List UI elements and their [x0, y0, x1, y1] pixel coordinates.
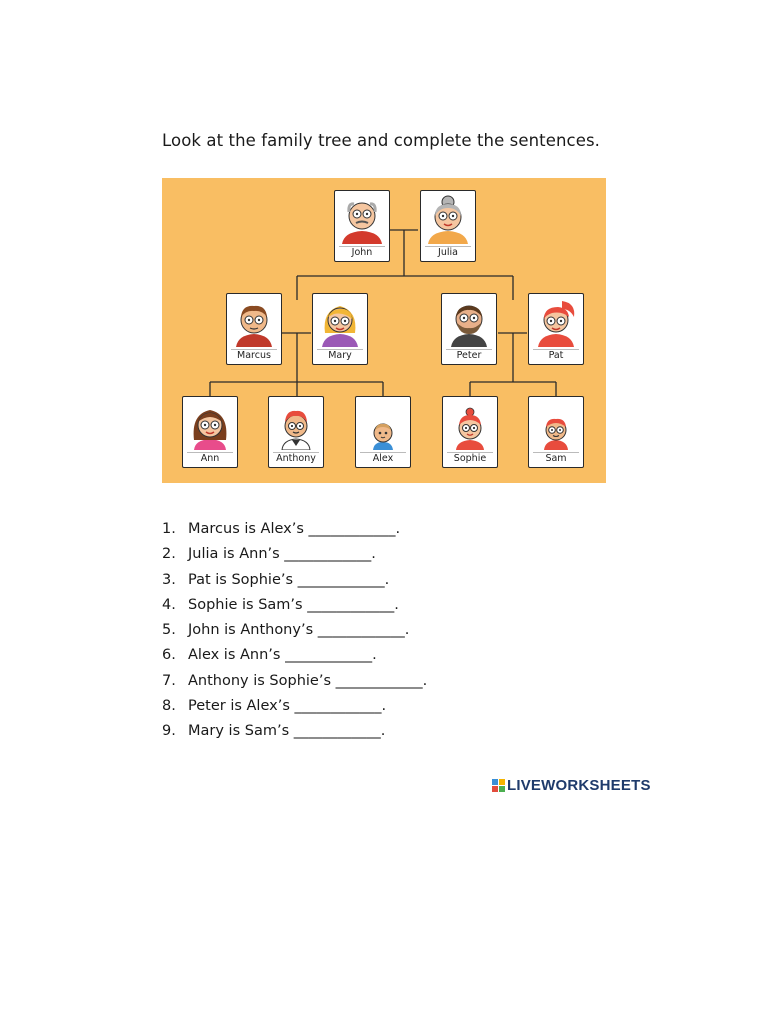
family-tree: [162, 178, 606, 483]
member-card-alex: [355, 396, 411, 468]
liveworksheets-mark-icon: [492, 779, 505, 792]
question-item: [162, 546, 427, 571]
question-item: [162, 622, 427, 647]
question-number: 3.: [162, 571, 176, 588]
member-name: Julia: [438, 247, 458, 258]
question-item: [162, 597, 427, 622]
question-number: 6.: [162, 647, 176, 664]
bearded-man-face-icon: [445, 297, 493, 347]
question-number: 1.: [162, 521, 176, 537]
question-item: [162, 723, 427, 748]
question-text: Alex is Ann’s ____________.: [188, 647, 377, 664]
question-text: John is Anthony’s ____________.: [188, 622, 410, 639]
toddler-face-icon: [532, 400, 580, 450]
baby-face-icon: [359, 400, 407, 450]
question-item: [162, 521, 427, 546]
member-card-sam: [528, 396, 584, 468]
logo-text: LIVEWORKSHEETS: [507, 777, 651, 794]
question-item: [162, 572, 427, 597]
member-card-anthony: [268, 396, 324, 468]
member-card-julia: [420, 190, 476, 262]
member-card-sophie: [442, 396, 498, 468]
woman-face-icon: [316, 297, 364, 347]
instruction-heading: Look at the family tree and complete the sentences.: [162, 131, 601, 150]
member-card-pat: [528, 293, 584, 365]
member-name: Marcus: [237, 350, 271, 361]
question-number: 5.: [162, 622, 176, 639]
member-card-john: [334, 190, 390, 262]
question-number: 9.: [162, 723, 176, 740]
member-name: Pat: [548, 350, 564, 361]
question-number: 8.: [162, 698, 176, 715]
question-item: [162, 647, 427, 672]
boy-face-icon: [272, 400, 320, 450]
member-name: Mary: [328, 350, 352, 361]
question-text: Pat is Sophie’s ____________.: [188, 571, 390, 588]
member-card-ann: [182, 396, 238, 468]
grandma-face-icon: [424, 194, 472, 244]
member-name: Ann: [200, 453, 220, 464]
member-name: Peter: [456, 350, 482, 361]
question-list: [162, 521, 427, 749]
member-card-marcus: [226, 293, 282, 365]
member-name: Sophie: [453, 453, 487, 464]
member-card-peter: [441, 293, 497, 365]
question-item: [162, 698, 427, 723]
member-card-mary: [312, 293, 368, 365]
question-text: Mary is Sam’s ____________.: [188, 723, 386, 740]
girl-face-icon: [186, 400, 234, 450]
question-text: Anthony is Sophie’s ____________.: [188, 672, 428, 689]
question-text: Sophie is Sam’s ____________.: [188, 596, 399, 613]
question-number: 2.: [162, 546, 176, 563]
question-number: 4.: [162, 596, 176, 613]
member-name: Alex: [372, 453, 394, 464]
member-name: John: [351, 247, 373, 258]
member-name: Sam: [545, 453, 567, 464]
question-item: [162, 673, 427, 698]
question-text: Julia is Ann’s ____________.: [188, 546, 376, 563]
question-number: 7.: [162, 672, 176, 689]
little-girl-face-icon: [446, 400, 494, 450]
question-text: Peter is Alex’s ____________.: [188, 698, 387, 715]
question-text: Marcus is Alex’s ____________.: [188, 521, 401, 537]
member-name: Anthony: [276, 453, 316, 464]
grandpa-face-icon: [338, 194, 386, 244]
man-face-icon: [230, 297, 278, 347]
red-haired-woman-face-icon: [532, 297, 580, 347]
liveworksheets-logo: [492, 777, 651, 794]
